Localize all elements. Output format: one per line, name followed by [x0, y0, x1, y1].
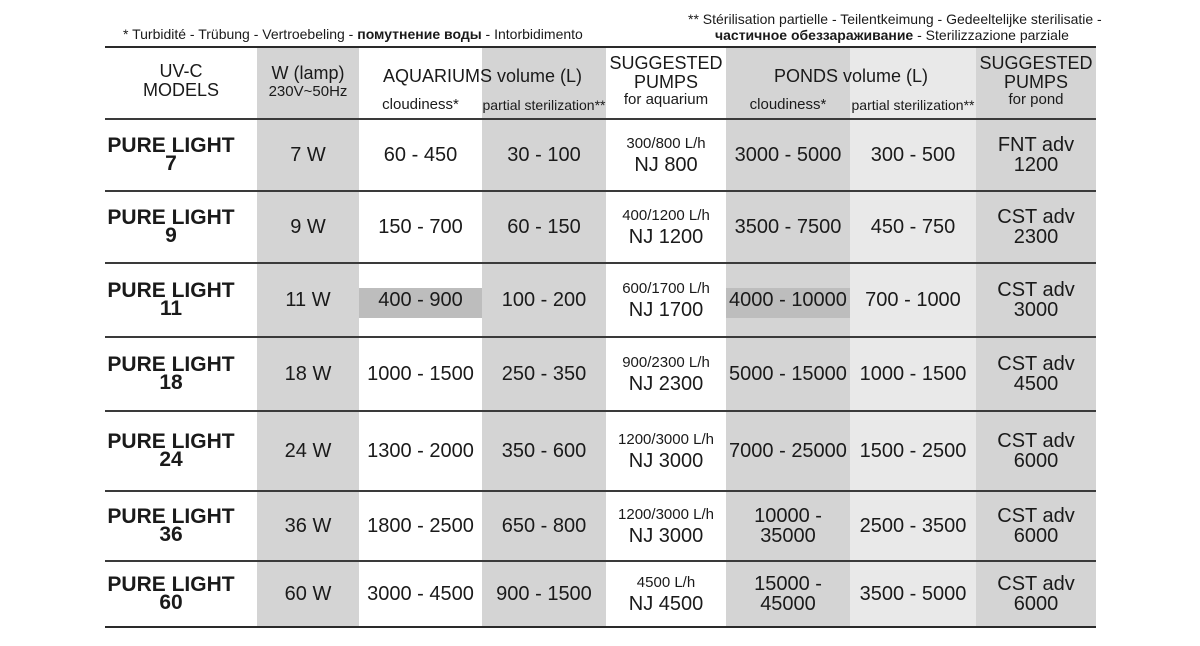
- aq-ster-cell: 30 - 100: [507, 144, 581, 166]
- pond-pump-cell: CST adv 6000: [997, 505, 1075, 547]
- pd-cloud-cell: 3000 - 5000: [734, 144, 842, 166]
- pump-name: NJ 800: [634, 153, 698, 176]
- header-pumps-pd-line1: SUGGESTED: [979, 53, 1093, 73]
- model-name: PURE LIGHT: [107, 134, 235, 157]
- header-watt-line1: W (lamp): [271, 63, 345, 83]
- model-cell: [105, 264, 237, 336]
- pond-pump-cell: CST adv 6000: [997, 573, 1075, 615]
- footnote-sterilization: [688, 11, 1102, 43]
- model-number: 9: [165, 224, 177, 247]
- model-cell: [105, 120, 237, 190]
- pump-name: NJ 2300: [628, 372, 704, 395]
- note-right-line1: ** Stérilisation partielle - Teilentkeimung - Gedeeltelijke sterilisatie -: [688, 11, 1102, 27]
- pd-cloud-cell: 5000 - 15000: [729, 363, 847, 385]
- model-number: 36: [159, 523, 183, 546]
- watt-cell: 60 W: [284, 583, 332, 605]
- pump-name: NJ 4500: [628, 592, 704, 615]
- pump-flow: 600/1700 L/h: [622, 279, 710, 297]
- footnote-cloudiness: [123, 26, 583, 42]
- aquarium-pump-cell: [606, 338, 726, 410]
- pump-name: NJ 3000: [628, 524, 704, 547]
- model-number: 7: [165, 152, 177, 175]
- header-pd-cloudiness: cloudiness*: [749, 96, 827, 113]
- header-aquariums: AQUARIUMS volume (L): [382, 66, 583, 86]
- watt-cell: 36 W: [284, 515, 332, 537]
- aquarium-pump-cell: [606, 192, 726, 262]
- aq-cloud-cell: 60 - 450: [383, 144, 458, 166]
- header-aq-cloudiness: cloudiness*: [382, 96, 459, 113]
- aq-cloud-cell: 150 - 700: [378, 216, 463, 238]
- aquarium-pump-cell: [606, 562, 726, 626]
- pond-pump-cell: CST adv 3000: [997, 279, 1075, 321]
- model-name: PURE LIGHT: [107, 206, 235, 229]
- model-name: PURE LIGHT: [107, 353, 235, 376]
- pond-pump-cell: CST adv 4500: [997, 353, 1075, 395]
- pond-pump-cell: CST adv 6000: [997, 430, 1075, 472]
- header-aq-sterilization: partial sterilization**: [482, 97, 606, 113]
- aq-ster-cell: 650 - 800: [501, 515, 587, 537]
- model-number: 18: [159, 371, 183, 394]
- aquarium-pump-cell: [606, 264, 726, 336]
- pd-ster-cell: 1000 - 1500: [859, 363, 967, 385]
- header-pumps-aq-line1: SUGGESTED: [609, 53, 723, 73]
- aquarium-pump-cell: [606, 120, 726, 190]
- aq-cloud-cell: 1300 - 2000: [367, 440, 474, 462]
- pd-cloud-cell: 10000 - 35000: [754, 505, 822, 547]
- model-number: 24: [159, 448, 183, 471]
- pump-flow: 400/1200 L/h: [622, 206, 710, 224]
- header-watt: [257, 64, 359, 100]
- pd-ster-cell: 300 - 500: [870, 144, 956, 166]
- table-top-rule: [105, 46, 1096, 48]
- watt-cell: 9 W: [290, 216, 326, 238]
- watt-cell: 24 W: [284, 440, 332, 462]
- header-ponds: PONDS volume (L): [773, 66, 929, 86]
- note-right-suffix: - Sterilizzazione parziale: [913, 27, 1069, 43]
- model-cell: [105, 492, 237, 560]
- aq-ster-cell: 250 - 350: [501, 363, 587, 385]
- model-number: 60: [159, 591, 183, 614]
- aq-ster-cell: 900 - 1500: [496, 583, 592, 605]
- header-watt-line2: 230V~50Hz: [268, 83, 348, 100]
- header-pumps-pond: [976, 54, 1096, 108]
- note-left-text: * Turbidité - Trübung - Vertroebeling -: [123, 26, 358, 42]
- model-cell: [105, 192, 237, 262]
- aq-cloud-cell: 1800 - 2500: [367, 515, 474, 537]
- pd-ster-cell: 3500 - 5000: [859, 583, 967, 605]
- pond-pump-cell: CST adv 2300: [997, 206, 1075, 248]
- pd-cloud-cell: 3500 - 7500: [734, 216, 842, 238]
- pond-pump-cell: FNT adv 1200: [997, 134, 1075, 176]
- pump-flow: 1200/3000 L/h: [618, 430, 714, 448]
- pd-ster-cell: 450 - 750: [870, 216, 956, 238]
- header-pumps-aq-line2: PUMPS: [633, 72, 698, 92]
- table-bottom-rule: [105, 626, 1096, 628]
- note-left-bold: помутнение воды: [357, 26, 482, 42]
- watt-cell: 11 W: [285, 289, 331, 311]
- aquarium-pump-cell: [606, 412, 726, 490]
- pump-flow: 4500 L/h: [636, 573, 696, 591]
- header-pd-sterilization: partial sterilization**: [851, 97, 975, 113]
- pd-cloud-cell: 4000 - 10000: [729, 289, 847, 311]
- model-cell: [105, 412, 237, 490]
- model-cell: [105, 562, 237, 626]
- model-name: PURE LIGHT: [107, 505, 235, 528]
- pd-cloud-cell: 15000 - 45000: [754, 573, 822, 615]
- pump-name: NJ 1700: [628, 298, 704, 321]
- header-pumps-pd-line2: PUMPS: [1003, 72, 1068, 92]
- header-pumps-aquarium: [606, 54, 726, 108]
- model-name: PURE LIGHT: [107, 430, 235, 453]
- note-right-bold: частичное обеззараживание: [715, 27, 914, 43]
- model-number: 11: [159, 297, 183, 320]
- watt-cell: 18 W: [284, 363, 332, 385]
- header-models-line1: UV-C: [159, 61, 203, 81]
- aq-ster-cell: 100 - 200: [501, 289, 587, 311]
- pd-ster-cell: 700 - 1000: [865, 289, 961, 311]
- note-left-suffix: - Intorbidimento: [481, 26, 583, 42]
- header-models: [105, 62, 257, 100]
- pump-flow: 900/2300 L/h: [622, 353, 710, 371]
- model-cell: [105, 338, 237, 410]
- model-name: PURE LIGHT: [107, 573, 235, 596]
- pump-flow: 1200/3000 L/h: [618, 505, 714, 523]
- pump-name: NJ 3000: [628, 449, 704, 472]
- aq-ster-cell: 60 - 150: [507, 216, 581, 238]
- pump-name: NJ 1200: [628, 225, 704, 248]
- pd-ster-cell: 2500 - 3500: [859, 515, 967, 537]
- aq-ster-cell: 350 - 600: [501, 440, 587, 462]
- pd-cloud-cell: 7000 - 25000: [729, 440, 847, 462]
- aq-cloud-cell: 1000 - 1500: [367, 363, 474, 385]
- watt-cell: 7 W: [290, 144, 326, 166]
- aq-cloud-cell: 3000 - 4500: [367, 583, 474, 605]
- aquarium-pump-cell: [606, 492, 726, 560]
- header-models-line2: MODELS: [142, 80, 220, 100]
- header-pumps-aq-line3: for aquarium: [623, 91, 709, 108]
- header-pumps-pd-line3: for pond: [1008, 91, 1064, 108]
- pump-flow: 300/800 L/h: [626, 134, 706, 152]
- aq-cloud-cell: 400 - 900: [378, 289, 463, 311]
- pd-ster-cell: 1500 - 2500: [859, 440, 967, 462]
- model-name: PURE LIGHT: [107, 279, 235, 302]
